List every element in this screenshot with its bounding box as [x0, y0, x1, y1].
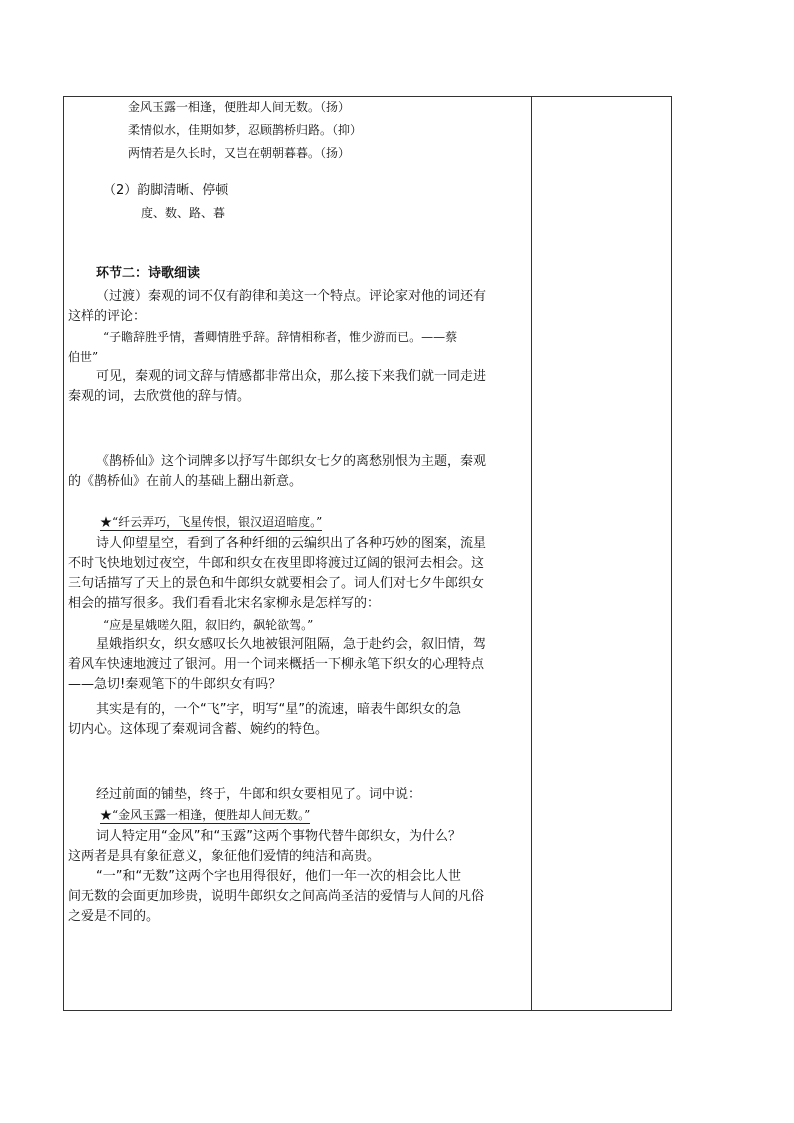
- column-divider: [531, 96, 532, 1011]
- paragraph-line: 其实是有的，一个“飞”字，明写“星”的流速，暗表牛郎织女的急: [96, 702, 461, 717]
- star-quote-text: ★“纤云弄巧，飞星传恨，银汉迢迢暗度。”: [100, 515, 323, 529]
- liuyong-quote: “应是星娥嗟久阻，叙旧约，飙轮欲驾。”: [103, 618, 314, 632]
- paragraph-line: “一”和“无数”这两个字也用得很好，他们一年一次的相会比人世: [96, 869, 461, 884]
- paragraph-line: 这两者是具有象征意义，象征他们爱情的纯洁和高贵。: [68, 849, 381, 864]
- section-title: 环节二：诗歌细读: [96, 266, 201, 281]
- poem-line: 金风玉露一相逢，便胜却人间无数。（扬）: [128, 100, 351, 114]
- paragraph-line: （过渡）秦观的词不仅有韵律和美这一个特点。评论家对他的词还有: [96, 289, 487, 304]
- paragraph-line: 可见，秦观的词文辞与情感都非常出众，那么接下来我们就一同走进: [96, 369, 487, 384]
- rhyme-heading: （2）韵脚清晰、停顿: [103, 183, 229, 198]
- critic-quote: “子瞻辞胜乎情，耆卿情胜乎辞。辞情相称者，惟少游而已。——蔡: [103, 330, 458, 344]
- paragraph-line: 的《鹊桥仙》在前人的基础上翻出新意。: [68, 474, 303, 489]
- paragraph-line: 不时飞快地划过夜空，牛郎和织女在夜里即将渡过辽阔的银河去相会。这: [68, 556, 485, 571]
- paragraph-line: 切内心。这体现了秦观词含蓄、婉约的特色。: [68, 722, 329, 737]
- paragraph-line: 着风车快速地渡过了银河。用一个词来概括一下柳永笔下织女的心理特点: [68, 657, 485, 672]
- paragraph-line: 三句话描写了天上的景色和牛郎织女就要相会了。词人们对七夕牛郎织女: [68, 576, 485, 591]
- paragraph-line: 秦观的词，去欣赏他的辞与情。: [68, 389, 251, 404]
- star-quote: [100, 514, 322, 530]
- star-quote-text: ★“金风玉露一相逢，便胜却人间无数。”: [100, 808, 311, 822]
- paragraph-line: 间无数的会面更加珍贵，说明牛郎织女之间高尚圣洁的爱情与人间的凡俗: [68, 889, 485, 904]
- paragraph-line: 星娥指织女，织女感叹长久地被银河阻隔，急于赴约会，叙旧情，驾: [96, 637, 487, 652]
- paragraph-line: ——急切!秦观笔下的牛郎织女有吗？: [68, 677, 282, 692]
- star-quote: [100, 807, 310, 823]
- paragraph-line: 这样的评论：: [68, 309, 147, 324]
- poem-line: 两情若是久长时，又岂在朝朝暮暮。（扬）: [128, 146, 351, 160]
- paragraph-line: 相会的描写很多。我们看看北宋名家柳永是怎样写的：: [68, 596, 381, 611]
- poem-line: 柔情似水，佳期如梦，忍顾鹊桥归路。（抑）: [128, 123, 363, 137]
- paragraph-line: 《鹊桥仙》这个词牌多以抒写牛郎织女七夕的离愁别恨为主题，秦观: [96, 454, 487, 469]
- critic-quote: 伯世”: [68, 350, 99, 364]
- paragraph-line: 经过前面的铺垫，终于，牛郎和织女要相见了。词中说：: [96, 787, 422, 802]
- rhyme-words: 度、数、路、暮: [141, 206, 226, 220]
- paragraph-line: 之爱是不同的。: [68, 909, 160, 924]
- paragraph-line: 诗人仰望星空，看到了各种纤细的云编织出了各种巧妙的图案，流星: [96, 536, 487, 551]
- paragraph-line: 词人特定用“金风”和“玉露”这两个事物代替牛郎织女，为什么？: [96, 829, 461, 844]
